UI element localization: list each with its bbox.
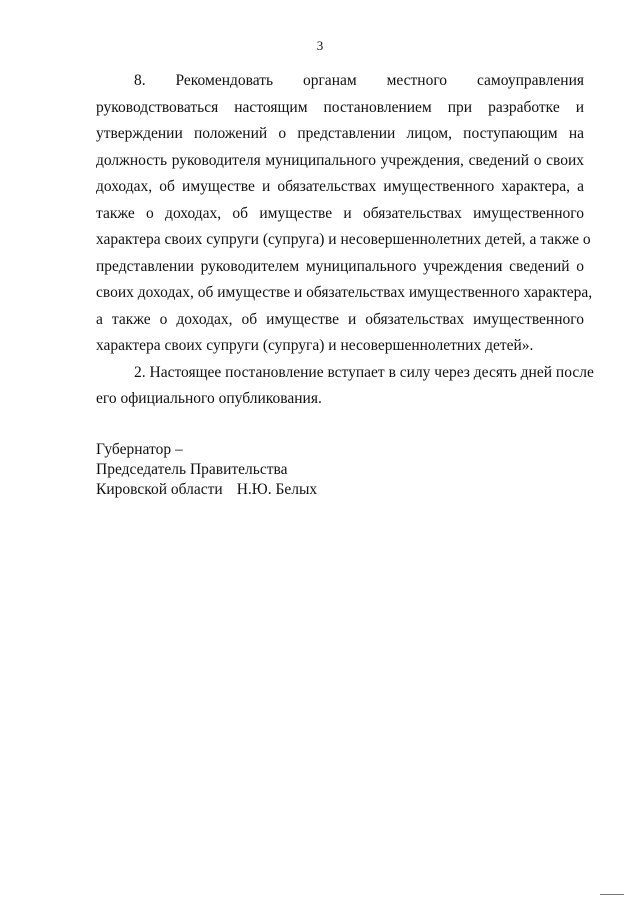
page-number: 3 xyxy=(316,38,324,53)
paragraph-line: а также о доходах, об имуществе и обязательствах имущественного xyxy=(96,310,584,328)
paragraph-line: характера своих супруги (супруга) и несовершеннолетних детей, а также о xyxy=(96,231,591,248)
paragraph-line: утверждении положений о представлении лицом, поступающим на xyxy=(96,125,584,142)
signatory-title: Губернатор – xyxy=(96,441,183,458)
signatory-position: Председатель Правительства xyxy=(96,461,288,478)
paragraph-line: руководствоваться настоящим постановлением при разработке и xyxy=(96,98,584,116)
document-body xyxy=(96,68,594,413)
paragraph-8 xyxy=(96,68,593,360)
paragraph-line: доходах, об имуществе и обязательствах имущественного характера, а xyxy=(96,178,584,195)
paragraph-line: также о доходах, об имуществе и обязательствах имущественного xyxy=(96,204,584,222)
signatory-region-line xyxy=(96,480,317,500)
page-edge-mark xyxy=(600,894,624,895)
paragraph-line: 8. Рекомендовать органам местного самоуправления xyxy=(134,72,584,89)
paragraph-line: его официального опубликования. xyxy=(96,390,322,407)
paragraph-line: характера своих супруги (супруга) и несовершеннолетних детей». xyxy=(96,337,534,354)
paragraph-line: своих доходах, об имуществе и обязательствах имущественного характера, xyxy=(96,284,593,301)
signatory-region: Кировской области xyxy=(96,481,223,498)
paragraph-line: представлении руководителем муниципального учреждения сведений о xyxy=(96,257,584,275)
paragraph-2 xyxy=(96,360,594,413)
signature-block xyxy=(96,440,317,500)
signatory-name: Н.Ю. Белых xyxy=(236,481,318,498)
paragraph-line: 2. Настоящее постановление вступает в силу через десять дней после xyxy=(134,363,594,381)
paragraph-line: должность руководителя муниципального учреждения, сведений о своих xyxy=(96,151,584,169)
